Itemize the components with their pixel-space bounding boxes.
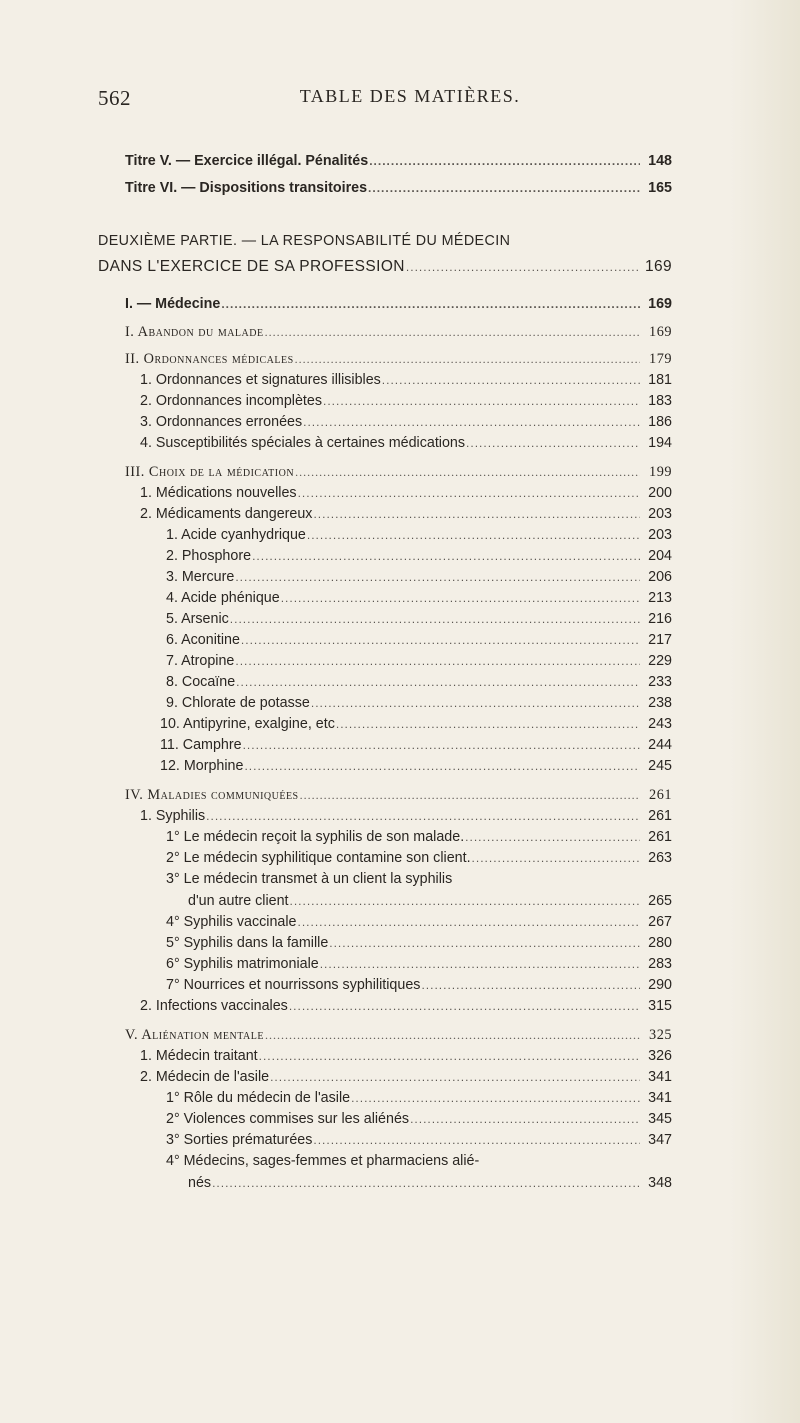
toc-entry-page: 283 (648, 956, 672, 972)
toc-entry-text: 1° Rôle du médecin de l'asile (166, 1090, 351, 1106)
toc-entry (140, 505, 672, 524)
toc-entry (125, 323, 672, 342)
toc-entry-page: 199 (649, 464, 672, 480)
toc-entry (140, 392, 672, 411)
toc-entry-page: 165 (648, 180, 672, 196)
toc-entry-text: 1. Ordonnances et signatures illisibles (140, 372, 381, 388)
toc-entry-text: 4° Syphilis vaccinale (166, 914, 297, 930)
dot-leader (290, 892, 641, 910)
toc-entry-page: 194 (648, 435, 672, 451)
toc-entry-text-line1: DEUXIÈME PARTIE. — LA RESPONSABILITÉ DU MÉDECIN (98, 233, 511, 249)
toc-entry-page: 148 (648, 153, 672, 169)
dot-leader (300, 786, 640, 804)
toc-entry (125, 295, 672, 314)
toc-entry-text-line1: 3° Le médecin transmet à un client la syphilis (166, 871, 453, 887)
dot-leader (307, 526, 640, 544)
toc-entry-page: 261 (648, 808, 672, 824)
toc-entry-text: 1. Médecin traitant (140, 1048, 258, 1064)
toc-entry (166, 589, 672, 608)
dot-leader (298, 484, 640, 502)
toc-entry-page: 315 (648, 998, 672, 1014)
toc-entry (166, 1089, 672, 1108)
toc-entry (166, 526, 672, 545)
toc-entry (125, 1026, 672, 1045)
toc-entry-page: 290 (648, 977, 672, 993)
dot-leader (368, 179, 640, 197)
toc-entry-page: 169 (644, 258, 672, 275)
toc-entry-text: 6° Syphilis matrimoniale (166, 956, 319, 972)
toc-entry-text: 2. Médecin de l'asile (140, 1069, 270, 1085)
toc-entry-text: 3° Sorties prématurées (166, 1132, 313, 1148)
dot-leader (297, 913, 640, 931)
dot-leader (265, 323, 640, 341)
toc-entry-text: 2° Le médecin syphilitique contamine son client. (166, 850, 471, 866)
page-number: 562 (98, 86, 131, 110)
toc-entry (166, 631, 672, 650)
toc-entry-page: 169 (648, 296, 672, 312)
toc-entry-page: 267 (648, 914, 672, 930)
toc-entry (140, 434, 672, 453)
toc-entry-page: 263 (648, 850, 672, 866)
toc-entry (125, 786, 672, 805)
page-edge-shading (730, 0, 800, 1423)
dot-leader (230, 610, 640, 628)
toc-entry (160, 715, 672, 734)
toc-entry-page: 200 (648, 485, 672, 501)
toc-entry (166, 828, 672, 847)
toc-entry-page: 181 (648, 372, 672, 388)
toc-entry (166, 1110, 672, 1129)
toc-entry-text: 1. Acide cyanhydrique (166, 527, 306, 543)
toc-entry-page: 341 (648, 1069, 672, 1085)
dot-leader (241, 631, 640, 649)
toc-entry-text: 7. Atropine (166, 653, 235, 669)
page-header (0, 86, 800, 116)
toc-entry-page: 233 (648, 674, 672, 690)
dot-leader (351, 1089, 640, 1107)
dot-leader (221, 295, 640, 313)
dot-leader (465, 828, 640, 846)
dot-leader (289, 997, 640, 1015)
dot-leader (382, 371, 640, 389)
toc-entry-text: 4. Susceptibilités spéciales à certaines médications (140, 435, 466, 451)
toc-entry (166, 568, 672, 587)
toc-entry-page: 229 (648, 653, 672, 669)
toc-entry (166, 694, 672, 713)
toc-entry-page: 326 (648, 1048, 672, 1064)
toc-entry-page: 216 (648, 611, 672, 627)
dot-leader (206, 807, 640, 825)
toc-entry-page: 347 (648, 1132, 672, 1148)
toc-entry-text: 3. Mercure (166, 569, 235, 585)
dot-leader (329, 934, 640, 952)
toc-entry (98, 258, 672, 277)
toc-entry (125, 350, 672, 369)
toc-entry-page: 345 (648, 1111, 672, 1127)
toc-entry-text: DANS L'EXERCICE DE SA PROFESSION (98, 258, 405, 275)
toc-entry-text: 6. Aconitine (166, 632, 240, 648)
dot-leader (313, 1131, 640, 1149)
toc-entry (140, 484, 672, 503)
toc-entry-text: 2° Violences commises sur les aliénés (166, 1111, 410, 1127)
toc-entry (188, 892, 672, 911)
dot-leader (336, 715, 640, 733)
toc-entry (166, 955, 672, 974)
toc-entry-text: 5. Arsenic (166, 611, 229, 627)
toc-entry-page: 325 (649, 1027, 672, 1043)
toc-entry-text: Titre V. — Exercice illégal. Pénalités (125, 153, 369, 169)
running-head: TABLE DES MATIÈRES. (299, 86, 521, 106)
toc-entry-text: 4. Acide phénique (166, 590, 280, 606)
dot-leader (235, 568, 640, 586)
dot-leader (311, 694, 640, 712)
toc-entry (140, 997, 672, 1016)
toc-entry-text: II. Ordonnances médicales (125, 351, 294, 367)
toc-entry-text: 1° Le médecin reçoit la syphilis de son malade. (166, 829, 465, 845)
dot-leader (410, 1110, 640, 1128)
toc-entry-text: IV. Maladies communiquées (125, 787, 299, 803)
toc-entry-text: I. Abandon du malade (125, 324, 264, 340)
toc-entry-text: 11. Camphre (160, 737, 242, 753)
toc-entry-page: 183 (648, 393, 672, 409)
toc-entry (125, 152, 672, 171)
dot-leader (270, 1068, 640, 1086)
toc-entry (140, 807, 672, 826)
toc-entry-text: III. Choix de la médication (125, 464, 295, 480)
dot-leader (212, 1174, 640, 1192)
toc-entry (166, 652, 672, 671)
toc-entry (166, 849, 672, 868)
toc-entry (140, 1047, 672, 1066)
toc-entry-page: 203 (648, 527, 672, 543)
toc-entry-text: 10. Antipyrine, exalgine, etc (160, 716, 335, 732)
toc-entry-text: 7° Nourrices et nourrissons syphilitiques (166, 977, 421, 993)
toc-entry-page: 204 (648, 548, 672, 564)
toc-entry-page: 217 (648, 632, 672, 648)
toc-entry-text: 2. Ordonnances incomplètes (140, 393, 322, 409)
toc-entry (188, 1174, 672, 1193)
dot-leader (421, 976, 640, 994)
toc-entry (140, 371, 672, 390)
toc-entry (140, 413, 672, 432)
dot-leader (265, 1026, 640, 1044)
toc-entry (160, 757, 672, 776)
toc-entry (166, 547, 672, 566)
toc-entry-text: Titre VI. — Dispositions transitoires (125, 180, 368, 196)
toc-entry-page: 213 (648, 590, 672, 606)
toc-entry (166, 610, 672, 629)
toc-entry-text: 12. Morphine (160, 758, 244, 774)
dot-leader (313, 505, 640, 523)
toc-entry-text: 8. Cocaïne (166, 674, 236, 690)
toc-entry-page: 238 (648, 695, 672, 711)
toc-entry-text: 3. Ordonnances erronées (140, 414, 303, 430)
dot-leader (323, 392, 640, 410)
toc-entry-page: 341 (648, 1090, 672, 1106)
toc-entry-page: 261 (649, 787, 672, 803)
toc-entry-text: V. Aliénation mentale (125, 1027, 264, 1043)
dot-leader (235, 652, 640, 670)
toc-entry-page: 186 (648, 414, 672, 430)
toc-entry (166, 1131, 672, 1150)
toc-entry-text-line1: 4° Médecins, sages-femmes et pharmaciens alié- (166, 1153, 480, 1169)
dot-leader (244, 757, 640, 775)
toc-entry (125, 179, 672, 198)
toc-entry (125, 463, 672, 482)
dot-leader (259, 1047, 640, 1065)
toc-entry-text: d'un autre client (188, 893, 289, 909)
dot-leader (406, 258, 640, 276)
toc-entry-page: 348 (648, 1175, 672, 1191)
dot-leader (281, 589, 640, 607)
dot-leader (303, 413, 640, 431)
dot-leader (369, 152, 640, 170)
toc-entry-page: 261 (648, 829, 672, 845)
toc-entry-page: 179 (649, 351, 672, 367)
dot-leader (243, 736, 640, 754)
dot-leader (252, 547, 640, 565)
toc-entry-text: 1. Médications nouvelles (140, 485, 297, 501)
toc-entry-text: 2. Infections vaccinales (140, 998, 288, 1014)
toc-entry-page: 243 (648, 716, 672, 732)
dot-leader (236, 673, 640, 691)
toc-entry-page: 265 (648, 893, 672, 909)
toc-entry (166, 913, 672, 932)
toc-entry-text: 2. Phosphore (166, 548, 252, 564)
toc-entry-text: I. — Médecine (125, 296, 221, 312)
toc-entry-page: 203 (648, 506, 672, 522)
toc-entry-text: nés (188, 1175, 212, 1191)
dot-leader (320, 955, 640, 973)
dot-leader (295, 350, 640, 368)
toc-entry (166, 934, 672, 953)
toc-entry-text: 5° Syphilis dans la famille (166, 935, 329, 951)
toc-entry (166, 976, 672, 995)
toc-entry (166, 673, 672, 692)
toc-entry (160, 736, 672, 755)
dot-leader (472, 849, 640, 867)
toc-entry-page: 280 (648, 935, 672, 951)
dot-leader (466, 434, 640, 452)
toc-entry-text: 1. Syphilis (140, 808, 206, 824)
toc-entry-text: 2. Médicaments dangereux (140, 506, 313, 522)
dot-leader (295, 463, 640, 481)
toc-entry-page: 245 (648, 758, 672, 774)
toc-entry-page: 169 (649, 324, 672, 340)
toc-entry-page: 206 (648, 569, 672, 585)
toc-entry (140, 1068, 672, 1087)
toc-entry-text: 9. Chlorate de potasse (166, 695, 310, 711)
toc-entry-page: 244 (648, 737, 672, 753)
